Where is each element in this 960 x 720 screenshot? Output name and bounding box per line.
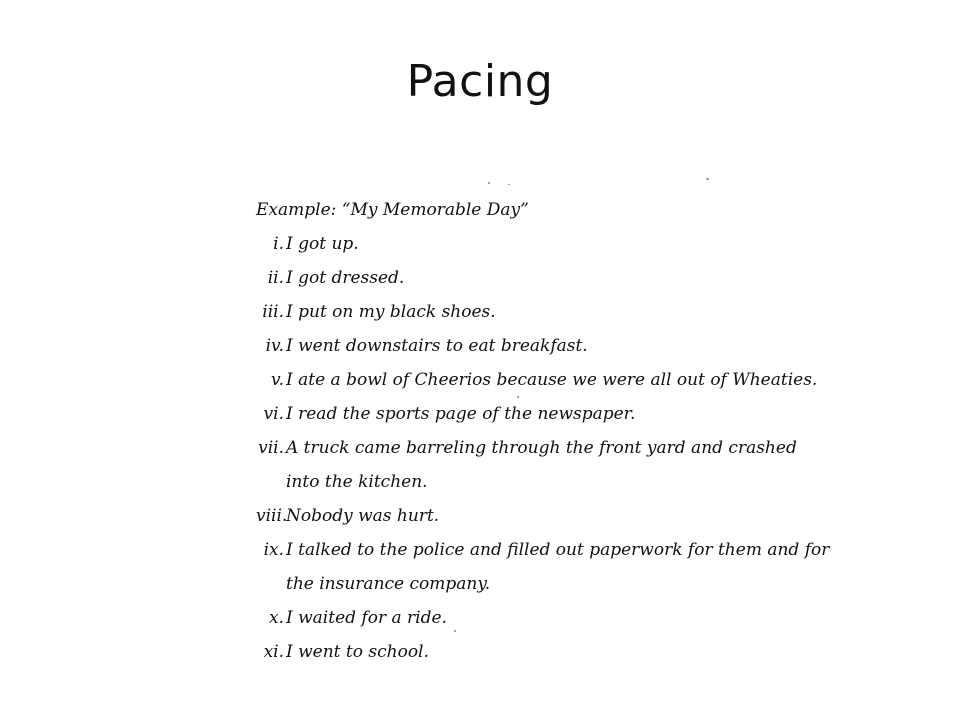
list-item-text: I put on my black shoes. <box>286 302 496 322</box>
list-item-text: A truck came barreling through the front yard and crashed <box>286 438 797 458</box>
list-item-text: the insurance company. <box>286 574 491 594</box>
list-item-numeral: x. <box>269 608 284 628</box>
scan-speck <box>488 182 490 184</box>
list-item <box>256 295 716 329</box>
slide-title: Pacing <box>406 56 554 107</box>
list-item <box>256 329 716 363</box>
list-item-text: Nobody was hurt. <box>286 506 440 526</box>
list-item <box>256 635 716 669</box>
list-item-text: I got dressed. <box>286 268 405 288</box>
list-item-text: I waited for a ride. <box>286 608 447 628</box>
list-item <box>256 261 716 295</box>
list-item <box>256 499 716 533</box>
list-item-text: into the kitchen. <box>286 472 428 492</box>
document-text <box>256 193 830 669</box>
list-item-text: I went to school. <box>286 642 429 662</box>
list-item <box>256 601 716 635</box>
scan-speck <box>706 178 709 180</box>
list-item <box>256 533 830 601</box>
list-item-text: I went downstairs to eat breakfast. <box>286 336 588 356</box>
list-item-numeral: vi. <box>263 404 284 424</box>
numbered-list <box>256 227 830 669</box>
list-item-numeral: iv. <box>265 336 284 356</box>
list-item-text: I got up. <box>286 234 359 254</box>
list-item-text: I talked to the police and filled out paperwork for them and for <box>286 540 830 560</box>
list-item <box>256 363 818 397</box>
list-item-numeral: viii. <box>256 506 288 526</box>
list-item-numeral: vii. <box>258 438 284 458</box>
list-item-numeral: i. <box>273 234 284 254</box>
document-heading: Example: “My Memorable Day” <box>256 200 529 220</box>
list-item <box>256 397 716 431</box>
list-item-numeral: xi. <box>263 642 284 662</box>
list-item <box>256 227 716 261</box>
scan-speck <box>508 184 510 185</box>
list-item <box>256 431 797 499</box>
list-item-numeral: iii. <box>262 302 284 322</box>
list-item-numeral: ii. <box>267 268 284 288</box>
list-item-numeral: v. <box>271 370 284 390</box>
list-item-text: I read the sports page of the newspaper. <box>286 404 636 424</box>
list-item-numeral: ix. <box>263 540 284 560</box>
list-item-text: I ate a bowl of Cheerios because we were all out of Wheaties. <box>286 370 818 390</box>
